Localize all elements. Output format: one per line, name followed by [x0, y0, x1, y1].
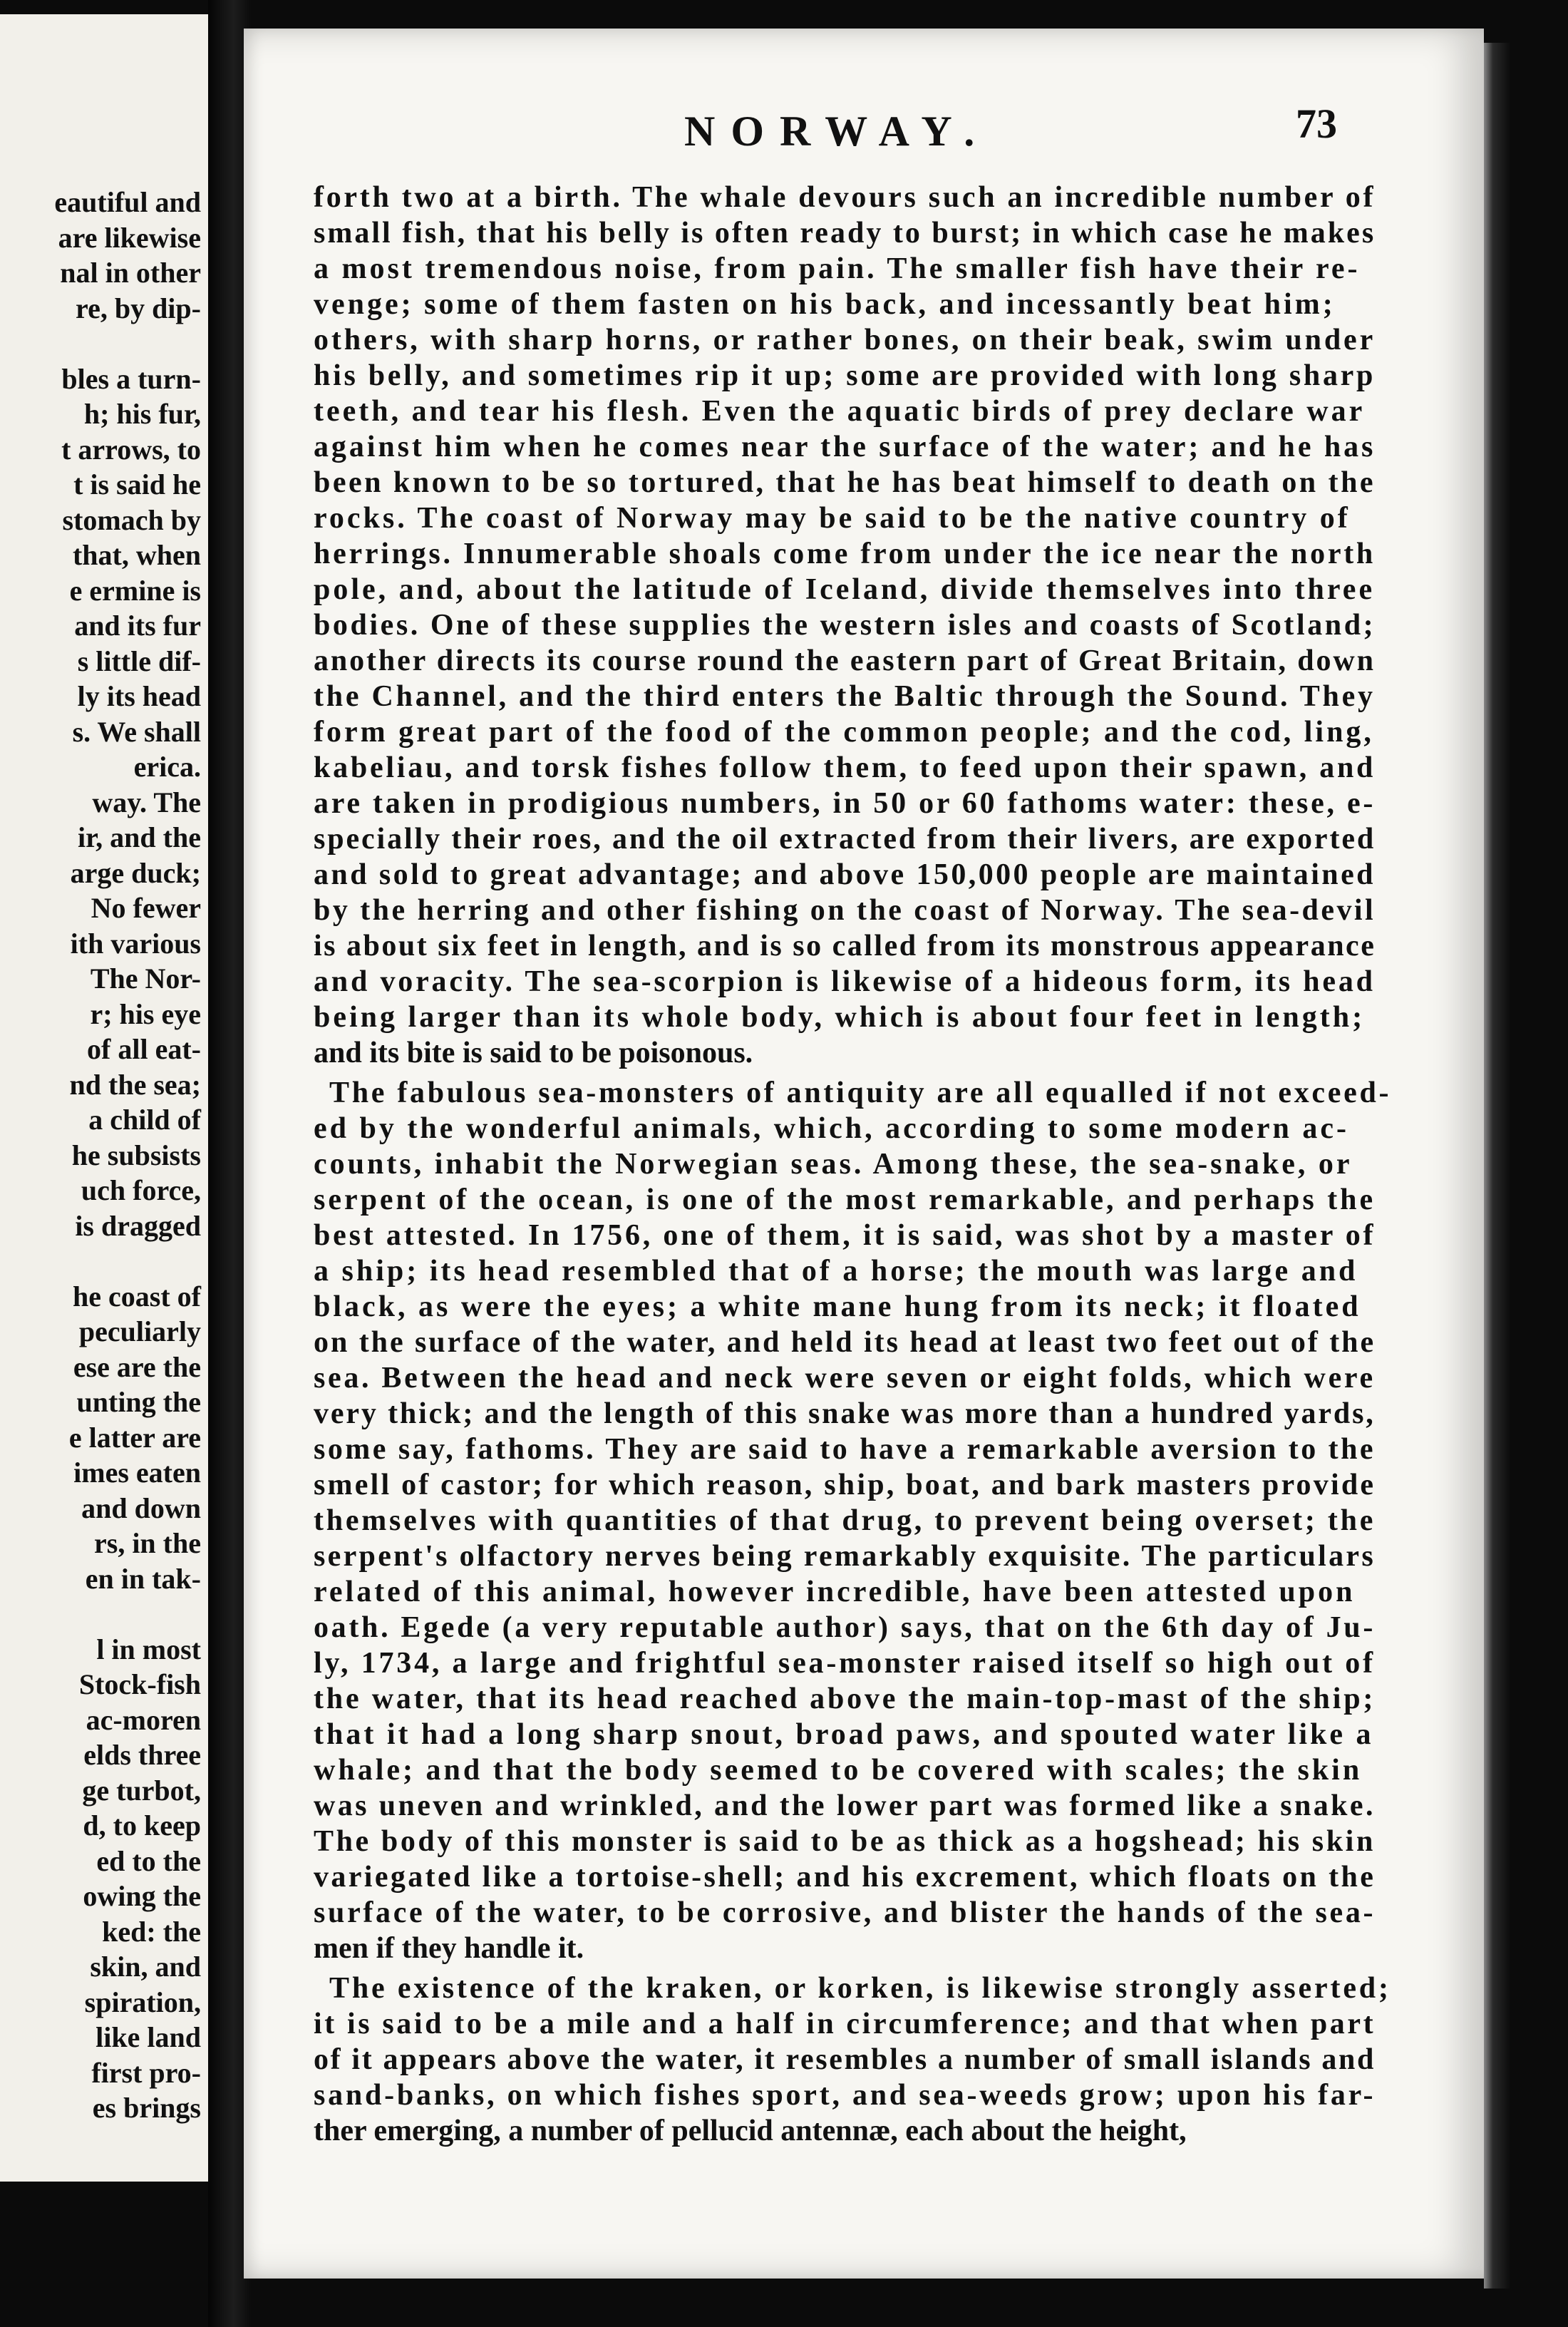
facing-page-line: ly its head: [77, 680, 201, 712]
facing-page-line: nd the sea;: [69, 1068, 201, 1101]
facing-page-line: eautiful and: [54, 186, 201, 218]
text-line: ed by the wonderful animals, which, according to some modern ac-: [314, 1112, 1349, 1145]
facing-page-line: t arrows, to: [61, 433, 201, 466]
facing-page-line: r; his eye: [90, 997, 201, 1030]
facing-page-line: bles a turn-: [61, 362, 201, 395]
text-line: that it had a long sharp snout, broad paws, and spouted water like a: [314, 1718, 1374, 1751]
facing-page-line: e ermine is: [69, 574, 201, 607]
page-edge: [1484, 43, 1510, 2289]
facing-page-line: s little dif-: [77, 644, 201, 677]
facing-page-line: unting the: [76, 1386, 201, 1418]
text-line: smell of castor; for which reason, ship, boat, and bark masters provide: [314, 1469, 1376, 1501]
text-line: it is said to be a mile and a half in circumference; and that when part: [314, 2008, 1376, 2040]
text-line: form great part of the food of the common people; and the cod, ling,: [314, 716, 1374, 749]
facing-page-line: e latter are: [68, 1421, 201, 1454]
text-line: are taken in prodigious numbers, in 50 or 60 fathoms water: these, e-: [314, 787, 1376, 820]
facing-page-line: ac-moren: [86, 1703, 201, 1736]
text-line: oath. Egede (a very reputable author) says, that on the 6th day of Ju-: [314, 1611, 1376, 1644]
facing-page-line: are likewise: [58, 221, 201, 254]
facing-page-line: s. We shall: [72, 715, 201, 748]
facing-page-line: d, to keep: [83, 1809, 201, 1841]
page-number: 73: [1296, 101, 1337, 147]
text-line: sand-banks, on which fishes sport, and sea-weeds grow; upon his far-: [314, 2079, 1376, 2112]
facing-page-line: arge duck;: [70, 856, 201, 889]
facing-page-line: peculiarly: [78, 1315, 201, 1347]
text-line: ther emerging, a number of pellucid antennæ, each about the height,: [314, 2115, 1187, 2147]
text-line: men if they handle it.: [314, 1932, 584, 1965]
text-line: small fish, that his belly is often ready to burst; in which case he makes: [314, 217, 1376, 250]
text-line: on the surface of the water, and held its head at least two feet out of the: [314, 1326, 1376, 1359]
facing-page-line: ith various: [70, 927, 201, 960]
text-line: venge; some of them fasten on his back, and incessantly beat him;: [314, 288, 1336, 321]
facing-page-line: ed to the: [96, 1844, 201, 1877]
text-line: his belly, and sometimes rip it up; some are provided with long sharp: [314, 359, 1376, 392]
text-line: black, as were the eyes; a white mane hung from its neck; it floated: [314, 1290, 1361, 1323]
text-line: The fabulous sea-monsters of antiquity are all equalled if not exceed-: [329, 1077, 1392, 1109]
facing-page-line: The Nor-: [90, 962, 201, 995]
facing-page-line: is dragged: [75, 1209, 201, 1242]
text-line: of it appears above the water, it resembles a number of small islands and: [314, 2043, 1376, 2076]
text-line: the water, that its head reached above the main-top-mast of the ship;: [314, 1683, 1376, 1715]
facing-page-line: Stock-fish: [78, 1668, 201, 1700]
facing-page-line: No fewer: [91, 892, 201, 924]
text-line: The body of this monster is said to be as thick as a hogshead; his skin: [314, 1825, 1376, 1858]
text-line: kabeliau, and torsk fishes follow them, to feed upon their spawn, and: [314, 751, 1376, 784]
text-line: is about six feet in length, and is so called from its monstrous appearance: [314, 930, 1376, 962]
text-line: was uneven and wrinkled, and the lower part was formed like a snake.: [314, 1789, 1376, 1822]
text-line: variegated like a tortoise-shell; and his excrement, which floats on the: [314, 1861, 1376, 1894]
facing-page-line: a child of: [88, 1104, 201, 1136]
facing-page-line: stomach by: [62, 503, 201, 536]
text-line: some say, fathoms. They are said to have a remarkable aversion to the: [314, 1433, 1376, 1466]
facing-page-line: and its fur: [74, 610, 201, 642]
text-line: ly, 1734, a large and frightful sea-monster raised itself so high out of: [314, 1647, 1376, 1680]
text-line: others, with sharp horns, or rather bones, on their beak, swim under: [314, 324, 1376, 356]
text-line: the Channel, and the third enters the Baltic through the Sound. They: [314, 680, 1376, 713]
text-line: a most tremendous noise, from pain. The smaller fish have their re-: [314, 252, 1361, 285]
facing-page-line: en in tak-: [85, 1562, 201, 1595]
facing-page-line: imes eaten: [73, 1457, 201, 1489]
text-line: surface of the water, to be corrosive, and blister the hands of the sea-: [314, 1896, 1376, 1929]
facing-page-line: erica.: [133, 751, 201, 783]
text-line: bodies. One of these supplies the western isles and coasts of Scotland;: [314, 609, 1376, 642]
text-line: teeth, and tear his flesh. Even the aquatic birds of prey declare war: [314, 395, 1366, 428]
facing-page-line: t is said he: [73, 468, 201, 500]
facing-page-line: skin, and: [90, 1951, 201, 1983]
facing-page-line: way. The: [92, 786, 201, 818]
facing-page-line: ese are the: [73, 1350, 201, 1383]
facing-page-line: he subsists: [71, 1139, 201, 1171]
facing-page-line: l in most: [96, 1633, 201, 1665]
text-line: another directs its course round the eastern part of Great Britain, down: [314, 644, 1376, 677]
facing-page-line: and down: [81, 1491, 201, 1524]
text-line: rocks. The coast of Norway may be said to be the native country of: [314, 502, 1351, 535]
facing-page-line: uch force,: [81, 1174, 201, 1206]
facing-page-line: re, by dip-: [76, 292, 201, 324]
text-line: pole, and, about the latitude of Iceland, divide themselves into three: [314, 573, 1376, 606]
text-line: counts, inhabit the Norwegian seas. Among these, the sea-snake, or: [314, 1148, 1353, 1181]
facing-page-line: of all eat-: [87, 1033, 201, 1065]
text-line: themselves with quantities of that drug, to prevent being overset; the: [314, 1504, 1376, 1537]
text-line: a ship; its head resembled that of a horse; the mouth was large and: [314, 1255, 1358, 1288]
facing-page-line: spiration,: [84, 1986, 201, 2018]
facing-page-line: es brings: [92, 2092, 201, 2124]
facing-page-line: ge turbot,: [82, 1774, 201, 1807]
body-text: [314, 180, 1392, 2149]
facing-page-fragment: [0, 14, 212, 2182]
facing-page-line: ir, and the: [77, 821, 201, 853]
text-line: whale; and that the body seemed to be covered with scales; the skin: [314, 1754, 1363, 1787]
text-line: being larger than its whole body, which is about four feet in length;: [314, 1001, 1366, 1034]
facing-page-line: nal in other: [60, 257, 201, 289]
text-line: The existence of the kraken, or korken, is likewise strongly asserted;: [329, 1972, 1391, 2005]
text-line: related of this animal, however incredible, have been attested upon: [314, 1576, 1356, 1608]
text-line: specially their roes, and the oil extracted from their livers, are exported: [314, 823, 1376, 856]
text-line: serpent's olfactory nerves being remarkably exquisite. The particulars: [314, 1540, 1376, 1573]
facing-page-line: elds three: [83, 1739, 201, 1771]
facing-page-line: that, when: [72, 539, 201, 571]
text-line: forth two at a birth. The whale devours such an incredible number of: [314, 181, 1376, 214]
facing-page-line: he coast of: [73, 1280, 201, 1313]
text-line: best attested. In 1756, one of them, it is said, was shot by a master of: [314, 1219, 1376, 1252]
text-line: by the herring and other fishing on the coast of Norway. The sea-devil: [314, 894, 1376, 927]
text-line: herrings. Innumerable shoals come from under the ice near the north: [314, 538, 1376, 570]
facing-page-line: h; his fur,: [83, 398, 201, 430]
text-line: and voracity. The sea-scorpion is likewise of a hideous form, its head: [314, 965, 1376, 998]
text-line: against him when he comes near the surface of the water; and he has: [314, 431, 1376, 463]
text-line: and sold to great advantage; and above 150,000 people are maintained: [314, 858, 1376, 891]
text-line: serpent of the ocean, is one of the most remarkable, and perhaps the: [314, 1183, 1376, 1216]
facing-page-line: first pro-: [91, 2056, 201, 2089]
facing-page-line: like land: [96, 2021, 201, 2053]
text-line: very thick; and the length of this snake was more than a hundred yards,: [314, 1397, 1376, 1430]
text-line: and its bite is said to be poisonous.: [314, 1037, 753, 1069]
text-line: sea. Between the head and neck were seven or eight folds, which were: [314, 1362, 1376, 1394]
facing-page-line: ked: the: [102, 1915, 201, 1948]
facing-page-line: owing the: [83, 1880, 201, 1912]
text-line: been known to be so tortured, that he has beat himself to death on the: [314, 466, 1376, 499]
facing-page-line: rs, in the: [94, 1527, 201, 1559]
running-head: NORWAY.: [684, 108, 991, 155]
